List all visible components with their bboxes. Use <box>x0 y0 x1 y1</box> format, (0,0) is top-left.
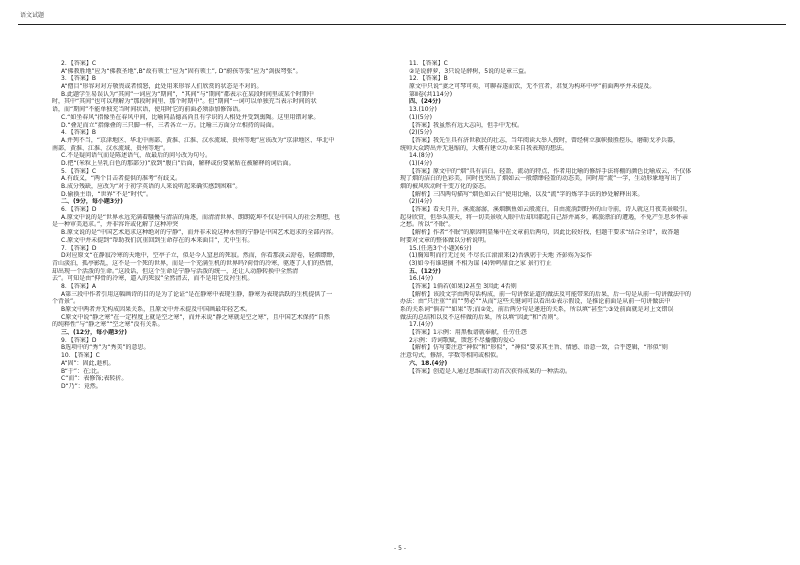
text-line: C.“如坐春风”指像坐在春风中间，比喻同品德高尚且有学识的人相处并受到熏陶。这里用错对象。 <box>61 113 320 121</box>
text-line: (1)胸知明而行无过矣 不尽长江滚滚来(2)吾孰躬于天地 齐彭殇为妄作 <box>409 252 592 260</box>
text-line: 是一种审美追求。”，并非容许或化解了这种冲突 <box>52 221 179 229</box>
text-line: B.此题学生易误认为“其间”一词应为“期间”，“其间”与“期间”都表示在某段时间里或某个时期中 <box>61 90 314 98</box>
text-line: 【解析】作者“不眠”的原因明显集中在文章前后两句，因此比较好找，但题干要求“结合全诗”，故答题 <box>409 229 680 237</box>
text-line: (3)如今有谁堪摘 不相为谋 (4)钟鸣鼎食之家 景行行止 <box>409 259 552 267</box>
text-line: 16.(4分) <box>409 275 434 283</box>
text-line: C.原文中并未提到“帮助我们沉重回到生命存在的本来面目”，无中生有。 <box>61 236 254 244</box>
text-line: 15.(任选3个小题)(6分) <box>409 244 472 252</box>
text-line: 之愁。所以“不眠”。 <box>400 221 455 229</box>
text-line: 7．【答案】D <box>61 244 97 252</box>
text-line: 时，其中“其间”也可以理解为“那段时间里、那个时期中”。但“期间”一词可以单独充当表示时间的状 <box>52 98 317 106</box>
text-line: 办法：由“只注重”“而”“势必”“从而”这些关键词可以看出①表示假设，是推论前面是从前一句讲做法中 <box>400 298 671 306</box>
text-line: 2示例：诗词歌赋，馈您不尽播撒的爱心 <box>409 336 515 344</box>
text-line: 8．【答案】A <box>61 282 96 290</box>
text-line: 【答案】创造是人通过思维或行动首次获得成果的一种活动。 <box>409 367 572 375</box>
text-line: 【解析】仿写要注意“神似”和“形似”，“神似”要求其主旨、情感、语意一致，合乎逻辑，“形似”则 <box>409 344 668 352</box>
text-line: B“于”：在;比。 <box>61 367 104 375</box>
left-column <box>52 60 382 391</box>
text-line: A第三段中作者引用这幅画诗的目的是为了论证“是在静寒中表现生静，静寒为表现活跃的生机提供了一 <box>61 290 333 298</box>
text-line: C“而”：表修饰;表转折。 <box>61 375 128 383</box>
text-line: 做法的总结和以及不这样做的后果，所以填“因此”和“否则”。 <box>400 313 563 321</box>
text-line: 4．【答案】B <box>61 129 96 137</box>
text-line: 个背景”。 <box>52 298 80 306</box>
text-line: 却出现一个活泼的生命。”这段话，但这个生命是宁静与活泼的统一，还让人动静转换中全然清 <box>52 267 299 275</box>
text-line: 14.(8分) <box>409 152 434 160</box>
text-line: 系的关系词“倘若”“如果”等;而②处，前后两分句是递进的关系，所以填“甚至”;③处前面就是对上文错误 <box>400 306 674 313</box>
text-line: D“乃”：竟然。 <box>61 382 102 390</box>
text-line: 的纯粹性”与“静之寒”“空之寒”没有关系。 <box>52 321 164 329</box>
text-line: 南部，黄淮、江淮、汉水流域、贵州等地”。 <box>52 144 170 152</box>
text-line: 【答案】我虽然有远大志向，但手中无权。 <box>409 121 524 129</box>
text-line: B.原文说的是“中国艺术追求这种绝对的宁静”，而并非未说这种永恒的宁静是中国艺术追求的全部内容。 <box>61 229 338 237</box>
text-line: 四、(24分) <box>409 98 441 106</box>
text-line: 2．【答案】C <box>61 60 97 67</box>
text-line: D对应原文“在静寂冷寒的天地中，空亭子立，似是今人窒息的死寂。然而，你看那淡云舒卷，轻烟缥缈， <box>61 252 339 260</box>
page-number: - 5 - <box>394 545 406 552</box>
text-line: 注意句式，修辞，字数等相同或相似。 <box>400 352 503 360</box>
text-line: D.“叠足而立”指像叠的三只脚一样，三者各立一方。比喻三方面分立相持的局面。 <box>61 121 278 129</box>
text-line: 【答案】1示例：用黑板谱就奉献，任劳任怨 <box>409 329 527 337</box>
text-line: 17.(4分) <box>409 321 434 329</box>
text-line: A“固”：固此,趁机。 <box>61 359 115 367</box>
text-line: C原文中说“静之寒”在一定程度上就是空之寒”，而并未说“静之寒就是空之寒”，且中国艺术保持“自然 <box>61 313 330 321</box>
text-line: 11．【答案】C <box>409 60 448 67</box>
text-line: B原文中两者并无构成因果关系，且原文中并未提及中国画最年轻艺术。 <box>61 306 252 313</box>
text-line: 5．【答案】C <box>61 167 97 175</box>
text-line: A.原文中说的是“世界永远充满着騒擾与清洁的角逐，而清清世界、朗朗乾坤不仅是中国人的社会理想，也 <box>61 213 341 221</box>
text-line: 二、(9分，每小题3分) <box>61 198 123 206</box>
text-line: 【解析】该段文字由两句话构成，前一句讲保证道的做法及可能带来的后果，后一句是从前一句讲做法中的 <box>409 290 692 298</box>
text-line: 统帅大众跨出并无退缩的，大概有建立功业来自我表现的想法。 <box>400 144 569 152</box>
text-line: 10．【答案】C <box>61 352 100 360</box>
text-line: 3．【答案】B <box>61 75 96 83</box>
text-line: 12．【答案】B <box>409 75 448 83</box>
text-line: 三、(12分，每小题3分) <box>61 329 128 337</box>
text-line: 六、18.(4分) <box>409 359 448 367</box>
text-line: 【答案】1倘若(如果)2甚至 3因此 4否则 <box>409 282 517 290</box>
text-line: D.偷换主语，“世界”不是“时代”。 <box>61 190 152 198</box>
text-line: 时要对文章的整体做以分析说明。 <box>400 236 491 244</box>
text-line: 【答案】看天月升，溪流潺潺，溪烟飘鱼如云般流白，自由流淌到野外的山寺前，诗人就这月夜美景吸引， <box>409 206 692 214</box>
page-header-title: 语文试题 <box>20 12 45 19</box>
text-line: 现了烟的洁白的色彩美，同时也突出了烟如云一般缥缈轻盈的动态美，同时用“流”一字，生动形象地写出了 <box>400 175 683 183</box>
text-line: 五、(12分) <box>409 267 441 275</box>
text-line: 起身欣赏，但举头簇天，将一切美景收入眼中后却因都起自己辞并离乡，羁旅漂泊的遭遇，不免产生思乡怀亲 <box>400 213 689 221</box>
text-line: 原文中只说“妻之可琴可奕，可聊春遂而饮，无不宜者，君复为构环中亭”前面两亭并未提及。 <box>409 83 656 91</box>
text-line: A.并列不当，“京津地区、华北中南部、黄淮、江淮、汉水流域、贵州等地”应该改为“京津地区、华北中 <box>61 136 335 144</box>
text-line: 【解析】三四两句描写“烟色如云白”使用比喻，以及“流”字的炼字手法的妙处解释出来。 <box>409 190 644 198</box>
text-line: (2)(5分) <box>409 129 432 137</box>
text-line: 6．【答案】D <box>61 206 97 214</box>
text-line: ②是说薛萝，3只说是薛树，5说的是章三益。 <box>409 67 531 75</box>
text-line: 【答案】原文中的“烟”具有洁白、轻盈、流动的特点，作者用比喻的修辞手法将棚的颜色比喻成云，不仅体 <box>409 167 692 175</box>
right-column <box>400 60 746 375</box>
text-line: A“僧目”形容对对方敬畏或者愤怒，此处用来形容人们欣赏的状态是不对的。 <box>61 83 263 91</box>
text-line: 语，而“期间”不能单独充当时间状语，使用时它的前面必须添加修饰语。 <box>52 106 245 114</box>
text-line: 去”。可知是由“抑骨的冷寒，逼入的死寂”全然清去，而不是用它反衬生机。 <box>52 275 254 283</box>
text-line: 【答案】我先生具有济世救民的壮志，当年阅读大举人授时，曾经树立旗帜摄胜控乐，磨砺戈矛兵器， <box>409 136 680 144</box>
text-line: (1)(5分) <box>409 113 432 121</box>
text-line: B.成分残缺，应改为“对于初学英语的人来说听起来确实感到困难”。 <box>61 183 242 190</box>
text-line: 第Ⅱ卷(共114分) <box>409 90 453 98</box>
text-line: B选项中的“秀”为“秀美”的意思。 <box>61 344 150 352</box>
text-line: A“佛教胜地”应为“佛教圣地”,B“故有领土”应为“固有领土”, D“蔚孩等张”应为“剑拔弩张”。 <box>61 67 302 75</box>
header-rule <box>18 24 786 25</box>
text-line: (1)(4分) <box>409 159 432 167</box>
text-line: 青山淡泊，孤亭影乱，这不是一个死的世界，而是一个充满生机的世界吗?荷骨的冷寒，驱逐了人们的热情， <box>52 259 338 267</box>
text-line: (2)(4分) <box>409 198 432 206</box>
text-line: D.把“(米粒上呈乳白色的那部分)”放到“腹白”后面，解释或份要紧贴在被解释的词后面。 <box>61 159 295 167</box>
text-line: 9．【答案】D <box>61 336 97 344</box>
text-line: C.不是疑问语气而是陈述语气，故最后的问号改为句号。 <box>61 152 212 160</box>
text-line: 13.(10分) <box>409 106 437 114</box>
text-line: A.有歧义，“两个目击者提供的准考”有歧义。 <box>61 175 182 183</box>
text-line: 烟的被风吹动时千变万化的姿态。 <box>400 183 491 190</box>
